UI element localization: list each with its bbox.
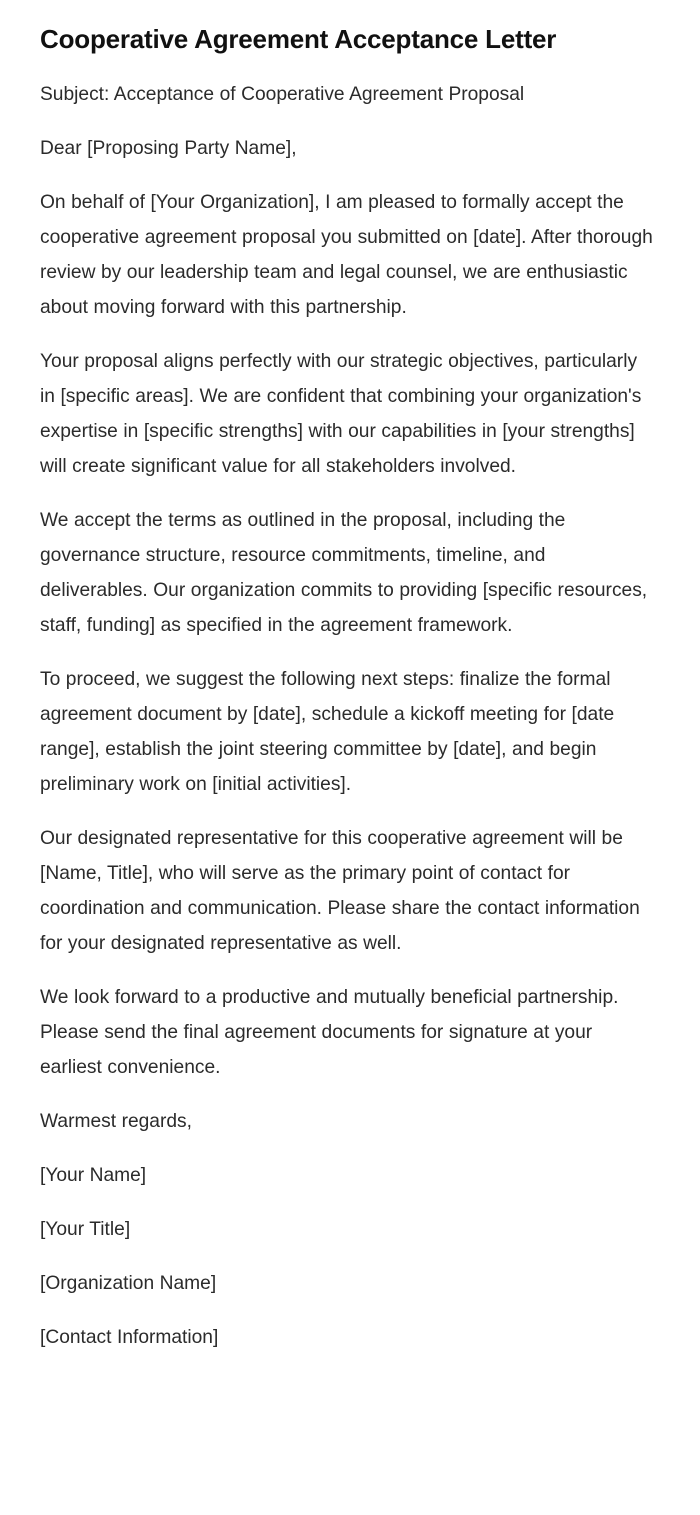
acceptance-statement: On behalf of [Your Organization], I am pleased to formally accept the cooperative agreement proposal you submitted on [date]. After thorough review by our leadership team and legal counsel, we are enthusiastic about moving forward with this partnership. — [40, 192, 653, 318]
letter-body — [40, 77, 660, 1355]
salutation: Dear [Proposing Party Name], — [40, 138, 297, 159]
page-title: Cooperative Agreement Acceptance Letter — [40, 24, 557, 54]
signature-contact: [Contact Information] — [40, 1327, 219, 1348]
signature-name: [Your Name] — [40, 1165, 147, 1186]
signature-title: [Your Title] — [40, 1219, 131, 1240]
sign-off: Warmest regards, — [40, 1111, 192, 1132]
terms-acceptance: We accept the terms as outlined in the proposal, including the governance structure, resource commitments, timeline, and deliverables. Our organization commits to providing [specific resources, staff, funding] as specified in the agreement framework. — [40, 510, 648, 636]
designated-representative: Our designated representative for this cooperative agreement will be [Name, Title], who will serve as the primary point of contact for coordination and communication. Please share the contact information for your designated representative as well. — [40, 828, 640, 954]
strategic-alignment: Your proposal aligns perfectly with our strategic objectives, particularly in [specific areas]. We are confident that combining your organization's expertise in [specific strengths] with our capabilities in [your strengths] will create significant value for all stakeholders involved. — [40, 351, 642, 477]
signature-organization: [Organization Name] — [40, 1273, 217, 1294]
next-steps: To proceed, we suggest the following next steps: finalize the formal agreement document by [date], schedule a kickoff meeting for [date range], establish the joint steering committee by [date], and begin preliminary work on [initial activities]. — [40, 669, 615, 795]
closing-statement: We look forward to a productive and mutually beneficial partnership. Please send the final agreement documents for signature at your earliest convenience. — [40, 987, 619, 1078]
subject-line: Subject: Acceptance of Cooperative Agreement Proposal — [40, 84, 525, 105]
